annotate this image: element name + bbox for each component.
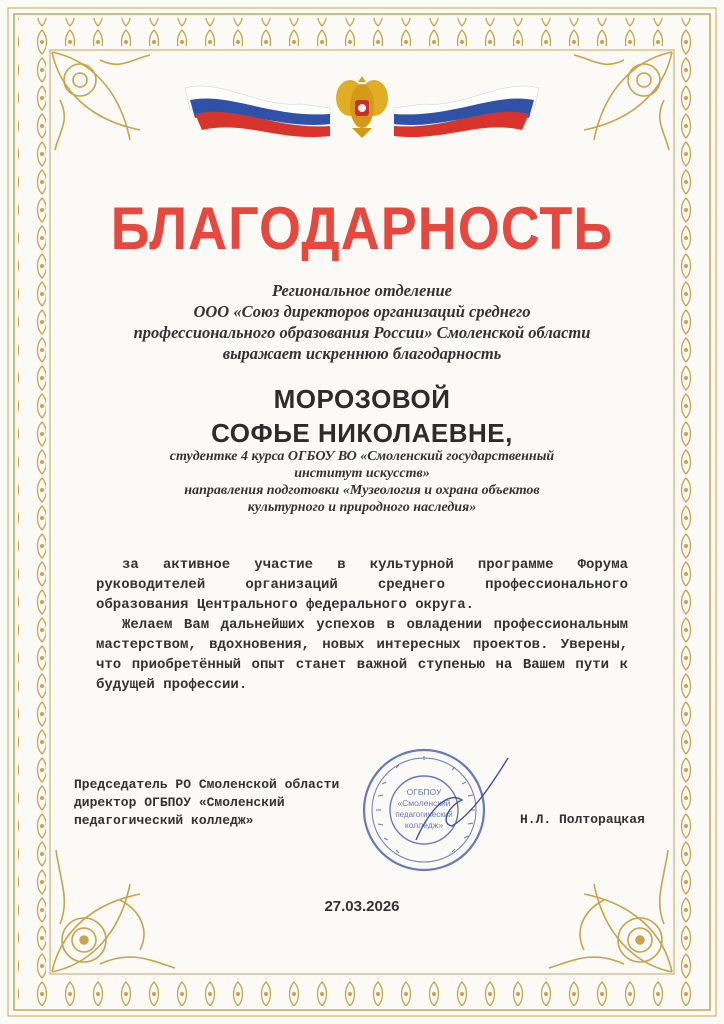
org-line: профессионального образования России» Смоленской области — [133, 323, 591, 342]
corner-ornament-top-right — [574, 52, 672, 150]
org-line: ООО «Союз директоров организаций среднего — [193, 302, 531, 321]
body-text — [96, 555, 628, 695]
recipient-name — [0, 382, 724, 450]
student-details — [60, 448, 664, 516]
org-line: выражает искреннюю благодарность — [222, 344, 502, 363]
signatory-line: педагогический колледж» — [74, 813, 254, 828]
corner-ornament-top-left — [52, 52, 150, 150]
student-line: культурного и природного наследия» — [247, 500, 477, 515]
official-stamp — [352, 744, 512, 874]
signatory-line: директор ОГБПОУ «Смоленский — [74, 795, 285, 810]
coat-of-arms-icon — [336, 76, 388, 138]
student-line: направления подготовки «Музеология и охрана объектов — [184, 483, 540, 498]
recipient-given-names: СОФЬЕ НИКОЛАЕВНЕ, — [211, 418, 513, 448]
recipient-surname: МОРОЗОВОЙ — [273, 384, 451, 414]
signatory-line: Председатель РО Смоленской области — [74, 777, 340, 792]
org-line: Региональное отделение — [271, 281, 453, 300]
student-line: институт искусств» — [294, 466, 430, 481]
document-title: БЛАГОДАРНОСТЬ — [110, 195, 614, 263]
issuing-organization — [60, 280, 664, 364]
signer-name: Н.Л. Полторацкая — [520, 812, 645, 827]
body-paragraph: за активное участие в культурной программе Форума руководителей организаций среднего профессионального образования Центрального федерального округа. — [96, 557, 628, 613]
stamp-line: педагогический — [395, 810, 453, 819]
stamp-line: колледж» — [404, 820, 444, 830]
issue-date: 27.03.2026 — [324, 898, 400, 915]
signatory-title — [74, 776, 374, 830]
stamp-line: «Смоленский — [397, 798, 451, 808]
body-paragraph: Желаем Вам дальнейших успехов в овладении профессиональным мастерством, вдохновения, новых интересных проектов. Уверены, что приобретённый опыт станет важной ступенью на Вашем пути к будущей профессии. — [96, 617, 628, 693]
student-line: студентке 4 курса ОГБОУ ВО «Смоленский государственный — [169, 449, 555, 464]
flag-ribbon-emblem — [180, 68, 544, 148]
stamp-line: ОГБПОУ — [406, 787, 442, 797]
